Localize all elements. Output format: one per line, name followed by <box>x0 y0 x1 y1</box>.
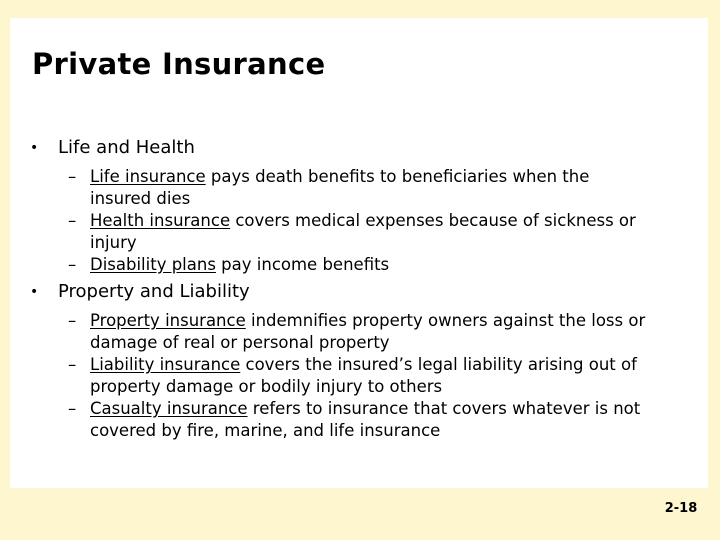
bullet-icon: • <box>30 284 39 300</box>
slide-panel <box>10 18 708 488</box>
sub-item <box>10 398 708 442</box>
dash-icon: – <box>68 211 77 230</box>
sub-item <box>10 310 708 354</box>
slide-title: Private Insurance <box>32 47 326 81</box>
sub-list <box>10 166 708 276</box>
bullet-icon: • <box>30 140 39 156</box>
section-property-liability <box>10 280 708 442</box>
sub-item <box>10 210 708 254</box>
sub-list <box>10 310 708 442</box>
page-number: 2-18 <box>664 501 698 516</box>
sub-item <box>10 354 708 398</box>
bullet-label: Property and Liability <box>58 281 250 302</box>
sub-item-term: Health insurance <box>90 211 231 230</box>
page-number-box <box>648 488 720 540</box>
sub-item-text: refers to insurance that covers whatever is not covered by fire, marine, and life insurance <box>90 399 641 440</box>
sub-item <box>10 254 708 276</box>
section-life-health <box>10 136 708 276</box>
bullet-label: Life and Health <box>58 137 195 158</box>
sub-item-term: Property insurance <box>90 311 246 330</box>
dash-icon: – <box>68 167 77 186</box>
sub-item-text: pay income benefits <box>215 255 390 274</box>
dash-icon: – <box>68 399 77 418</box>
sub-item-term: Life insurance <box>90 167 206 186</box>
sub-item-term: Disability plans <box>90 255 216 274</box>
dash-icon: – <box>68 255 77 274</box>
bullet-item <box>10 136 708 160</box>
sub-item-text: pays death benefits to beneficiaries when the insured dies <box>90 167 590 208</box>
sub-item-term: Liability insurance <box>90 355 241 374</box>
dash-icon: – <box>68 311 77 330</box>
dash-icon: – <box>68 355 77 374</box>
slide-content <box>10 136 708 442</box>
bullet-item <box>10 280 708 304</box>
sub-item-text: covers medical expenses because of sickness or injury <box>90 211 636 252</box>
sub-item-text: indemnifies property owners against the loss or damage of real or personal property <box>90 311 646 352</box>
sub-item <box>10 166 708 210</box>
sub-item-text: covers the insured’s legal liability arising out of property damage or bodily injury to others <box>90 355 637 396</box>
sub-item-term: Casualty insurance <box>90 399 248 418</box>
